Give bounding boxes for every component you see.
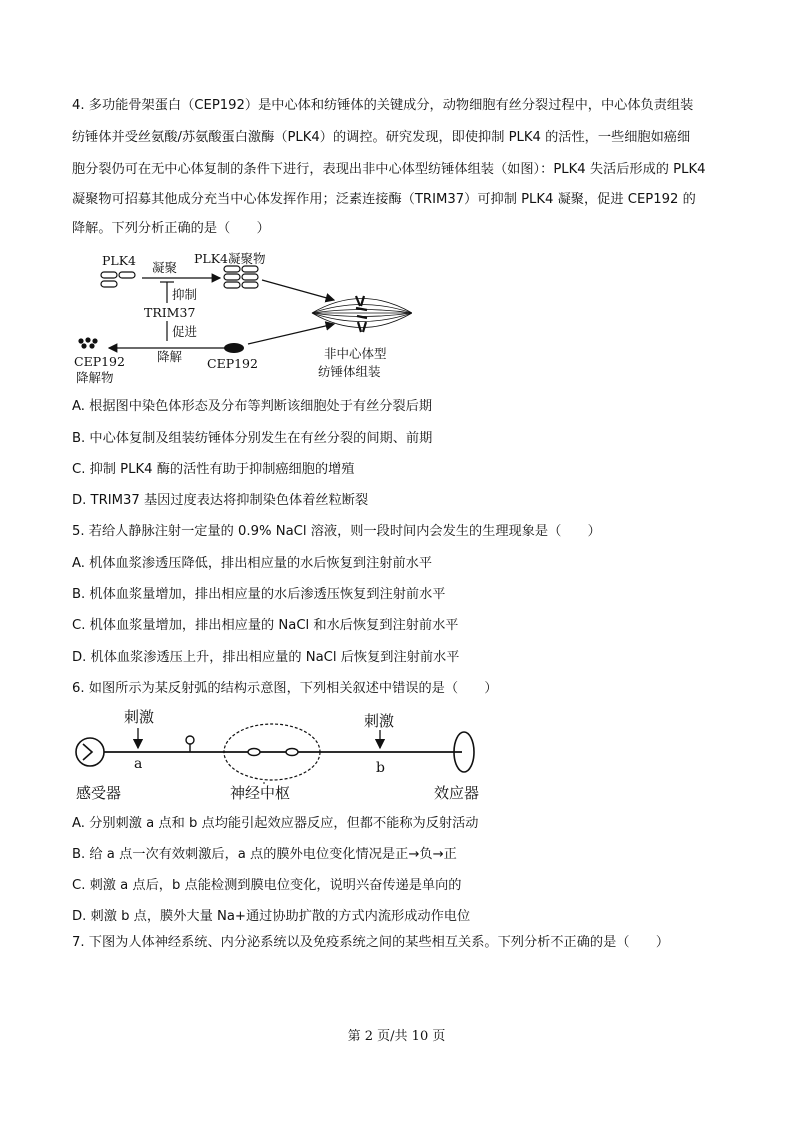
q4-option-d: D. TRIM37 基因过度表达将抑制染色体着丝粒断裂 — [72, 493, 369, 508]
cep192-degraded-label-1: CEP192 — [74, 354, 125, 369]
q6-option-c: C. 刺激 a 点后，b 点能检测到膜电位变化，说明兴奋传递是单向的 — [72, 878, 462, 893]
aggregate-label: 凝聚 — [152, 260, 178, 275]
q4-stem-line-4: 凝聚物可招募其他成分充当中心体发挥作用；泛素连接酶（TRIM37）可抑制 PLK4 凝聚，促进 CEP192 的 — [72, 192, 696, 207]
synapse-icon — [186, 736, 194, 752]
q6-figure — [72, 706, 492, 806]
cep192-degraded-icon — [78, 337, 97, 348]
page-footer: 第 2 页/共 10 页 — [347, 1029, 446, 1044]
q5-option-a: A. 机体血浆渗透压降低，排出相应量的水后恢复到注射前水平 — [72, 556, 433, 571]
q5-option-c: C. 机体血浆量增加，排出相应量的 NaCl 和水后恢复到注射前水平 — [72, 618, 459, 633]
inhibit-label: 抑制 — [172, 287, 198, 302]
promote-label: 促进 — [172, 324, 198, 339]
plk4-aggregate-icon — [224, 266, 258, 288]
q6-option-d: D. 刺激 b 点，膜外大量 Na+通过协助扩散的方式内流形成动作电位 — [72, 909, 471, 924]
q7-stem: 7. 下图为人体神经系统、内分泌系统以及免疫系统之间的某些相互关系。下列分析不正确的是（ ） — [72, 935, 670, 950]
q6-stem: 6. 如图所示为某反射弧的结构示意图，下列相关叙述中错误的是（ ） — [72, 681, 498, 696]
q6-option-b: B. 给 a 点一次有效刺激后，a 点的膜外电位变化情况是正→负→正 — [72, 847, 457, 862]
receptor-icon — [76, 738, 104, 766]
degrade-label: 降解 — [157, 349, 183, 364]
nerve-center-label: 神经中枢 — [230, 784, 291, 802]
stimulus-b-label: 刺激 — [364, 712, 395, 730]
aggregate-to-spindle-arrow — [262, 280, 334, 300]
q4-stem-line-2: 纺锤体并受丝氨酸/苏氨酸蛋白激酶（PLK4）的调控。研究发现，即使抑制 PLK4 的活性，一些细胞如癌细 — [72, 130, 691, 145]
q5-option-d: D. 机体血浆渗透压上升，排出相应量的 NaCl 后恢复到注射前水平 — [72, 650, 460, 665]
point-b-label: b — [376, 760, 385, 776]
q4-stem-line-1: 4. 多功能骨架蛋白（CEP192）是中心体和纺锤体的关键成分，动物细胞有丝分裂过程中，中心体负责组装 — [72, 98, 694, 113]
q4-stem-line-5: 降解。下列分析正确的是（ ） — [72, 221, 270, 236]
spindle-label-2: 纺锤体组装 — [318, 364, 381, 379]
q5-stem: 5. 若给人静脉注射一定量的 0.9% NaCl 溶液，则一段时间内会发生的生理现象是（ ） — [72, 524, 601, 539]
q6-option-a: A. 分别刺激 a 点和 b 点均能引起效应器反应，但都不能称为反射活动 — [72, 816, 479, 831]
q4-figure — [72, 246, 412, 388]
plk4-monomer-icon — [101, 272, 135, 287]
plk4-aggregate-label: PLK4凝聚物 — [194, 251, 266, 266]
chromosome-icon — [356, 296, 367, 332]
effector-label: 效应器 — [434, 784, 480, 802]
cep192-degraded-label-2: 降解物 — [76, 370, 114, 385]
q5-option-b: B. 机体血浆量增加，排出相应量的水后渗透压恢复到注射前水平 — [72, 587, 446, 602]
spindle-label-1: 非中心体型 — [324, 346, 387, 361]
cep192-icon — [224, 343, 244, 353]
q4-option-c: C. 抑制 PLK4 酶的活性有助于抑制癌细胞的增殖 — [72, 462, 355, 477]
cep192-to-spindle-arrow — [248, 324, 334, 344]
stimulus-a-label: 刺激 — [124, 708, 155, 726]
q4-stem-line-3: 胞分裂仍可在无中心体复制的条件下进行，表现出非中心体型纺锤体组装（如图）：PLK4 失活后形成的 PLK4 — [72, 162, 706, 177]
q4-option-b: B. 中心体复制及组装纺锤体分别发生在有丝分裂的间期、前期 — [72, 431, 433, 446]
trim37-label: TRIM37 — [144, 305, 196, 320]
plk4-label: PLK4 — [102, 253, 137, 268]
receptor-label: 感受器 — [76, 784, 122, 802]
cep192-label: CEP192 — [207, 356, 258, 371]
point-a-label: a — [134, 756, 143, 772]
q4-option-a: A. 根据图中染色体形态及分布等判断该细胞处于有丝分裂后期 — [72, 399, 433, 414]
